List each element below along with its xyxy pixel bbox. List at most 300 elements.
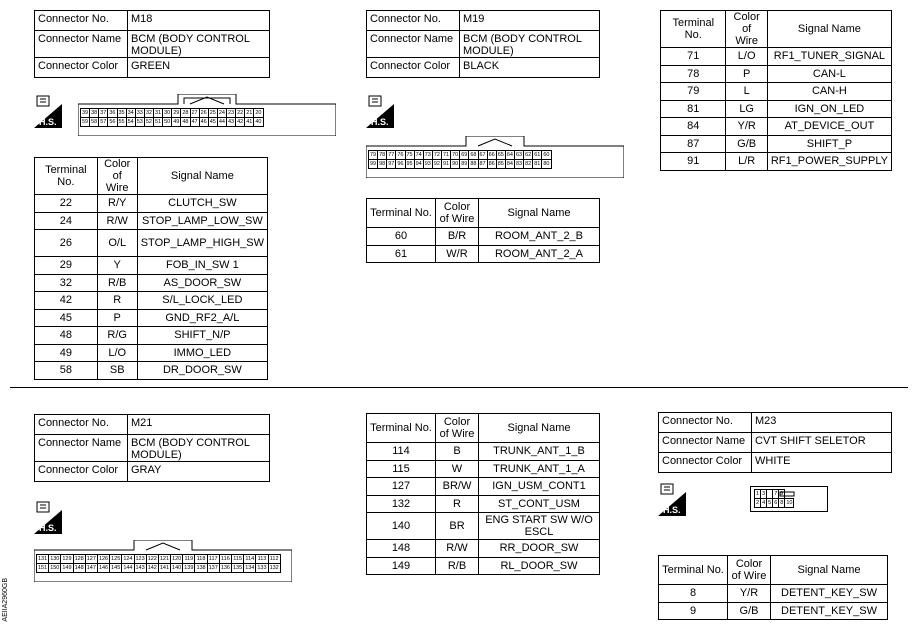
info-label: Connector Color <box>367 58 460 78</box>
m23-pin-grid <box>754 489 794 508</box>
info-value: M23 <box>752 413 892 433</box>
pin-cell: 40 <box>255 118 262 125</box>
pin-cell: 115 <box>233 555 242 562</box>
terminal-number: 84 <box>661 118 726 136</box>
pin-cell: 123 <box>135 555 145 562</box>
pin-cell: 1 <box>756 490 760 497</box>
signal-name: CAN-L <box>767 65 891 83</box>
wire-color: W <box>436 460 479 478</box>
info-label: Connector Name <box>367 31 460 58</box>
pin-cell: 58 <box>91 118 98 125</box>
column-header: Terminal No. <box>35 158 98 195</box>
pin-cell: 3 <box>762 490 766 497</box>
table-row <box>659 585 888 603</box>
pin-cell: 113 <box>257 555 267 562</box>
pin-cell: 82 <box>525 160 532 167</box>
table-row <box>367 443 600 461</box>
terminal-number: 60 <box>367 228 436 246</box>
pin-cell: 136 <box>220 564 230 571</box>
terminal-number: 79 <box>661 83 726 101</box>
table-row <box>661 118 892 136</box>
info-value: M18 <box>128 11 270 31</box>
pin-cell: 4 <box>762 499 766 506</box>
pin-cell: 86 <box>488 160 495 167</box>
table-row <box>661 153 892 171</box>
pin-cell: 8 <box>780 499 784 506</box>
info-row <box>367 58 600 78</box>
terminal-number: 22 <box>35 195 98 213</box>
pin-cell: 64 <box>506 151 513 158</box>
pin-cell: 22 <box>237 109 244 116</box>
wire-color: LG <box>726 100 767 118</box>
pin-cell: 91 <box>443 160 450 167</box>
m19-connector-info <box>366 10 600 78</box>
terminal-number: 61 <box>367 245 436 263</box>
signal-name: SHIFT_P <box>767 135 891 153</box>
wire-color: R/B <box>436 557 479 575</box>
m19-terminal-table-a <box>366 198 600 263</box>
signal-name: STOP_LAMP_LOW_SW <box>137 212 267 230</box>
terminal-number: 45 <box>35 309 98 327</box>
pin-cell: 80 <box>543 160 550 167</box>
info-row <box>35 462 270 482</box>
pin-cell: 138 <box>196 564 206 571</box>
pin-cell: 7 <box>774 490 778 497</box>
signal-name: S/L_LOCK_LED <box>137 292 267 310</box>
pin-cell: 6 <box>774 499 778 506</box>
pin-cell: 36 <box>109 109 116 116</box>
svg-text:H.S.: H.S. <box>39 523 57 533</box>
pin-cell: 38 <box>91 109 98 116</box>
signal-name: DR_DOOR_SW <box>137 362 267 380</box>
wire-color: L/O <box>97 344 137 362</box>
terminal-number: 24 <box>35 212 98 230</box>
info-row <box>35 58 270 78</box>
table-row <box>661 135 892 153</box>
pin-cell: 118 <box>196 555 206 562</box>
pin-cell: 33 <box>136 109 143 116</box>
info-value: M21 <box>128 415 270 435</box>
column-header: Color of Wire <box>436 199 479 228</box>
table-row <box>35 344 268 362</box>
pin-cell: 132 <box>269 564 279 571</box>
pin-cell: 96 <box>397 160 404 167</box>
pin-cell: 68 <box>470 151 477 158</box>
pin-cell: 29 <box>173 109 180 116</box>
pin-cell: 42 <box>237 118 244 125</box>
pin-cell: 47 <box>191 118 198 125</box>
pin-cell: 66 <box>488 151 495 158</box>
pin-cell: 85 <box>497 160 504 167</box>
info-label: Connector No. <box>367 11 460 31</box>
pin-cell: 79 <box>370 151 377 158</box>
terminal-number: 149 <box>367 557 436 575</box>
svg-text:H.S.: H.S. <box>39 117 57 127</box>
pin-cell: 151 <box>38 564 48 571</box>
pin-cell: 88 <box>470 160 477 167</box>
pin-cell: 51 <box>155 118 162 125</box>
column-header: Terminal No. <box>367 199 436 228</box>
table-row <box>367 245 600 263</box>
signal-name: DETENT_KEY_SW <box>771 585 888 603</box>
terminal-number: 127 <box>367 478 436 496</box>
m21-connector-info <box>34 414 270 482</box>
wire-color: R/B <box>97 274 137 292</box>
terminal-number: 87 <box>661 135 726 153</box>
pin-cell: 20 <box>255 109 262 116</box>
table-row <box>661 83 892 101</box>
figure-code: AEIIA2960GB <box>2 578 9 622</box>
wire-color: O/L <box>97 230 137 257</box>
info-value: BCM (BODY CONTROL MODULE) <box>128 435 270 462</box>
harness-side-icon <box>34 500 62 534</box>
pin-cell: 130 <box>50 555 60 562</box>
terminal-number: 42 <box>35 292 98 310</box>
table-row <box>35 257 268 275</box>
wire-color: BR <box>436 513 479 540</box>
signal-name: RL_DOOR_SW <box>479 557 600 575</box>
pin-cell: 34 <box>127 109 134 116</box>
m21-pin-grid <box>36 554 281 573</box>
pin-cell: 90 <box>452 160 459 167</box>
terminal-number: 29 <box>35 257 98 275</box>
pin-cell: 93 <box>424 160 431 167</box>
pin-cell: 120 <box>172 555 182 562</box>
pin-cell: 65 <box>497 151 504 158</box>
pin-cell: 87 <box>479 160 486 167</box>
pin-cell: 67 <box>479 151 486 158</box>
terminal-number: 132 <box>367 495 436 513</box>
info-value: WHITE <box>752 453 892 473</box>
wire-color: B/R <box>436 228 479 246</box>
column-header: Signal Name <box>479 199 600 228</box>
pin-cell: 129 <box>62 555 72 562</box>
pin-cell: 143 <box>135 564 145 571</box>
pin-cell: 81 <box>534 160 541 167</box>
wire-color: R/Y <box>97 195 137 213</box>
pin-cell: 54 <box>127 118 134 125</box>
table-row <box>35 195 268 213</box>
info-value: GREEN <box>128 58 270 78</box>
pin-cell: 10 <box>786 499 793 506</box>
terminal-number: 115 <box>367 460 436 478</box>
wire-color: Y/R <box>728 585 771 603</box>
pin-cell: 146 <box>98 564 109 571</box>
pin-cell: 142 <box>147 564 157 571</box>
wire-color: SB <box>97 362 137 380</box>
table-row <box>367 540 600 558</box>
m23-connector-face <box>750 486 828 512</box>
m21-connector-face <box>34 540 292 582</box>
m18-pin-grid <box>80 108 264 127</box>
signal-name: DETENT_KEY_SW <box>771 602 888 620</box>
wire-color: R/W <box>436 540 479 558</box>
table-row <box>35 230 268 257</box>
signal-name: IGN_USM_CONT1 <box>479 478 600 496</box>
table-row <box>367 513 600 540</box>
signal-name: ROOM_ANT_2_A <box>479 245 600 263</box>
info-row <box>35 435 270 462</box>
info-label: Connector Name <box>35 31 128 58</box>
table-row <box>659 602 888 620</box>
pin-cell: 128 <box>74 555 84 562</box>
svg-text:H.S.: H.S. <box>663 505 681 515</box>
table-row <box>661 100 892 118</box>
pin-cell: 21 <box>246 109 253 116</box>
info-value: CVT SHIFT SELETOR <box>752 433 892 453</box>
wire-color: W/R <box>436 245 479 263</box>
table-row <box>367 460 600 478</box>
terminal-number: 9 <box>659 602 728 620</box>
signal-name: CAN-H <box>767 83 891 101</box>
pin-cell: 52 <box>145 118 152 125</box>
wire-color: L/R <box>726 153 767 171</box>
pin-cell: 127 <box>86 555 96 562</box>
table-row <box>35 362 268 380</box>
info-label: Connector No. <box>35 415 128 435</box>
pin-cell: 98 <box>379 160 386 167</box>
terminal-number: 48 <box>35 327 98 345</box>
table-row <box>367 495 600 513</box>
section-divider <box>10 387 908 388</box>
pin-cell: 43 <box>228 118 235 125</box>
pin-cell: 78 <box>379 151 386 158</box>
wire-color: P <box>97 309 137 327</box>
table-row <box>35 292 268 310</box>
m23-connector-info <box>658 412 892 473</box>
wire-color: R/W <box>97 212 137 230</box>
pin-cell: 63 <box>516 151 523 158</box>
svg-text:H.S.: H.S. <box>371 117 389 127</box>
info-row <box>35 31 270 58</box>
pin-cell: 122 <box>147 555 157 562</box>
info-row <box>35 11 270 31</box>
signal-name: IMMO_LED <box>137 344 267 362</box>
terminal-number: 8 <box>659 585 728 603</box>
pin-cell: 9 <box>780 490 784 497</box>
pin-cell: 71 <box>443 151 450 158</box>
terminal-number: 58 <box>35 362 98 380</box>
info-value: BCM (BODY CONTROL MODULE) <box>128 31 270 58</box>
info-value: BLACK <box>460 58 600 78</box>
terminal-number: 49 <box>35 344 98 362</box>
info-label: Connector No. <box>659 413 752 433</box>
signal-name: ROOM_ANT_2_B <box>479 228 600 246</box>
info-label: Connector Name <box>35 435 128 462</box>
terminal-number: 91 <box>661 153 726 171</box>
pin-cell: 26 <box>200 109 207 116</box>
info-label: Connector Name <box>659 433 752 453</box>
signal-name: TRUNK_ANT_1_A <box>479 460 600 478</box>
pin-cell: 150 <box>50 564 60 571</box>
column-header: Signal Name <box>137 158 267 195</box>
pin-cell: 44 <box>218 118 225 125</box>
signal-name: IGN_ON_LED <box>767 100 891 118</box>
pin-cell: 147 <box>86 564 96 571</box>
wire-color: R <box>97 292 137 310</box>
pin-cell: 83 <box>516 160 523 167</box>
pin-cell: 148 <box>74 564 84 571</box>
column-header: Terminal No. <box>367 414 436 443</box>
terminal-number: 148 <box>367 540 436 558</box>
terminal-number: 26 <box>35 230 98 257</box>
wire-color: Y/R <box>726 118 767 136</box>
pin-cell: 70 <box>452 151 459 158</box>
table-row <box>35 309 268 327</box>
pin-cell: 50 <box>164 118 171 125</box>
wire-color: G/B <box>726 135 767 153</box>
pin-cell: 37 <box>100 109 107 116</box>
info-label: Connector No. <box>35 11 128 31</box>
signal-name: TRUNK_ANT_1_B <box>479 443 600 461</box>
pin-cell: 49 <box>173 118 180 125</box>
pin-cell: 94 <box>415 160 422 167</box>
terminal-number: 140 <box>367 513 436 540</box>
pin-cell: 97 <box>388 160 395 167</box>
table-row <box>367 557 600 575</box>
pin-cell: 72 <box>433 151 440 158</box>
m19-connector-face <box>366 136 624 178</box>
m21-terminal-table <box>366 413 600 575</box>
column-header: Terminal No. <box>661 11 726 48</box>
info-label: Connector Color <box>659 453 752 473</box>
info-row <box>659 413 892 433</box>
info-label: Connector Color <box>35 462 128 482</box>
pin-cell: 46 <box>200 118 207 125</box>
terminal-number: 114 <box>367 443 436 461</box>
column-header: Signal Name <box>771 556 888 585</box>
info-value: GRAY <box>128 462 270 482</box>
pin-cell: 59 <box>82 118 89 125</box>
info-row <box>659 453 892 473</box>
pin-cell: 56 <box>109 118 116 125</box>
pin-cell: 30 <box>164 109 171 116</box>
pin-cell: 125 <box>111 555 121 562</box>
pin-cell: 134 <box>245 564 255 571</box>
pin-cell: 35 <box>118 109 125 116</box>
pin-cell: 41 <box>246 118 253 125</box>
pin-cell: 89 <box>461 160 468 167</box>
column-header: Color of Wire <box>726 11 767 48</box>
pin-cell: 135 <box>233 564 243 571</box>
column-header: Signal Name <box>479 414 600 443</box>
signal-name: AS_DOOR_SW <box>137 274 267 292</box>
wire-color: BR/W <box>436 478 479 496</box>
pin-cell: 124 <box>123 555 133 562</box>
wire-color: R <box>436 495 479 513</box>
pin-cell: 45 <box>209 118 216 125</box>
pin-cell: 32 <box>145 109 152 116</box>
terminal-number: 71 <box>661 48 726 66</box>
pin-cell: 24 <box>218 109 225 116</box>
pin-cell: 114 <box>245 555 255 562</box>
signal-name: RR_DOOR_SW <box>479 540 600 558</box>
wire-color: G/B <box>728 602 771 620</box>
pin-cell: 2 <box>756 499 760 506</box>
m18-connector-face <box>78 94 336 136</box>
info-value: M19 <box>460 11 600 31</box>
m19-terminal-table-b <box>660 10 892 171</box>
harness-side-icon <box>366 94 394 128</box>
wire-color: Y <box>97 257 137 275</box>
signal-name: GND_RF2_A/L <box>137 309 267 327</box>
signal-name: ST_CONT_USM <box>479 495 600 513</box>
signal-name: ENG START SW W/O ESCL <box>479 513 600 540</box>
pin-cell: 25 <box>209 109 216 116</box>
pin-cell: 149 <box>62 564 72 571</box>
pin-cell: 126 <box>98 555 109 562</box>
pin-cell: 117 <box>208 555 218 562</box>
pin-cell: 62 <box>525 151 532 158</box>
table-row <box>367 478 600 496</box>
pin-cell: 112 <box>269 555 279 562</box>
signal-name: SHIFT_N/P <box>137 327 267 345</box>
pin-cell: 75 <box>406 151 413 158</box>
m19-pin-grid <box>368 150 552 169</box>
pin-cell: 61 <box>534 151 541 158</box>
signal-name: FOB_IN_SW 1 <box>137 257 267 275</box>
info-row <box>35 415 270 435</box>
pin-cell: 131 <box>38 555 48 562</box>
pin-cell: 48 <box>182 118 189 125</box>
info-row <box>659 433 892 453</box>
pin-cell: 145 <box>111 564 121 571</box>
terminal-number: 81 <box>661 100 726 118</box>
pin-cell: 144 <box>123 564 133 571</box>
column-header: Signal Name <box>767 11 891 48</box>
harness-side-icon <box>658 482 686 516</box>
pin-cell: 116 <box>221 555 230 562</box>
pin-cell: 119 <box>184 555 194 562</box>
pin-cell: 77 <box>388 151 395 158</box>
terminal-number: 32 <box>35 274 98 292</box>
pin-cell: 69 <box>461 151 468 158</box>
wire-color: B <box>436 443 479 461</box>
table-row <box>35 274 268 292</box>
table-row <box>661 48 892 66</box>
table-row <box>35 327 268 345</box>
m23-terminal-table <box>658 555 888 620</box>
signal-name: STOP_LAMP_HIGH_SW <box>137 230 267 257</box>
info-row <box>367 11 600 31</box>
signal-name: RF1_TUNER_SIGNAL <box>767 48 891 66</box>
pin-cell: 23 <box>228 109 235 116</box>
column-header: Color of Wire <box>436 414 479 443</box>
pin-cell: 53 <box>136 118 143 125</box>
wire-color: P <box>726 65 767 83</box>
wire-color: L <box>726 83 767 101</box>
pin-cell: 95 <box>406 160 413 167</box>
pin-cell: 74 <box>415 151 422 158</box>
harness-side-icon <box>34 94 62 128</box>
column-header: Color of Wire <box>728 556 771 585</box>
info-value: BCM (BODY CONTROL MODULE) <box>460 31 600 58</box>
pin-cell: 31 <box>155 109 162 116</box>
signal-name: CLUTCH_SW <box>137 195 267 213</box>
table-row <box>367 228 600 246</box>
pin-cell: 57 <box>100 118 107 125</box>
pin-cell: 39 <box>82 109 89 116</box>
m18-terminal-table <box>34 157 268 380</box>
table-row <box>35 212 268 230</box>
pin-cell: 60 <box>543 151 550 158</box>
pin-cell: 5 <box>768 499 772 506</box>
pin-cell: 92 <box>433 160 440 167</box>
pin-cell: 27 <box>191 109 198 116</box>
info-label: Connector Color <box>35 58 128 78</box>
wire-color: L/O <box>726 48 767 66</box>
pin-cell: 141 <box>159 564 170 571</box>
